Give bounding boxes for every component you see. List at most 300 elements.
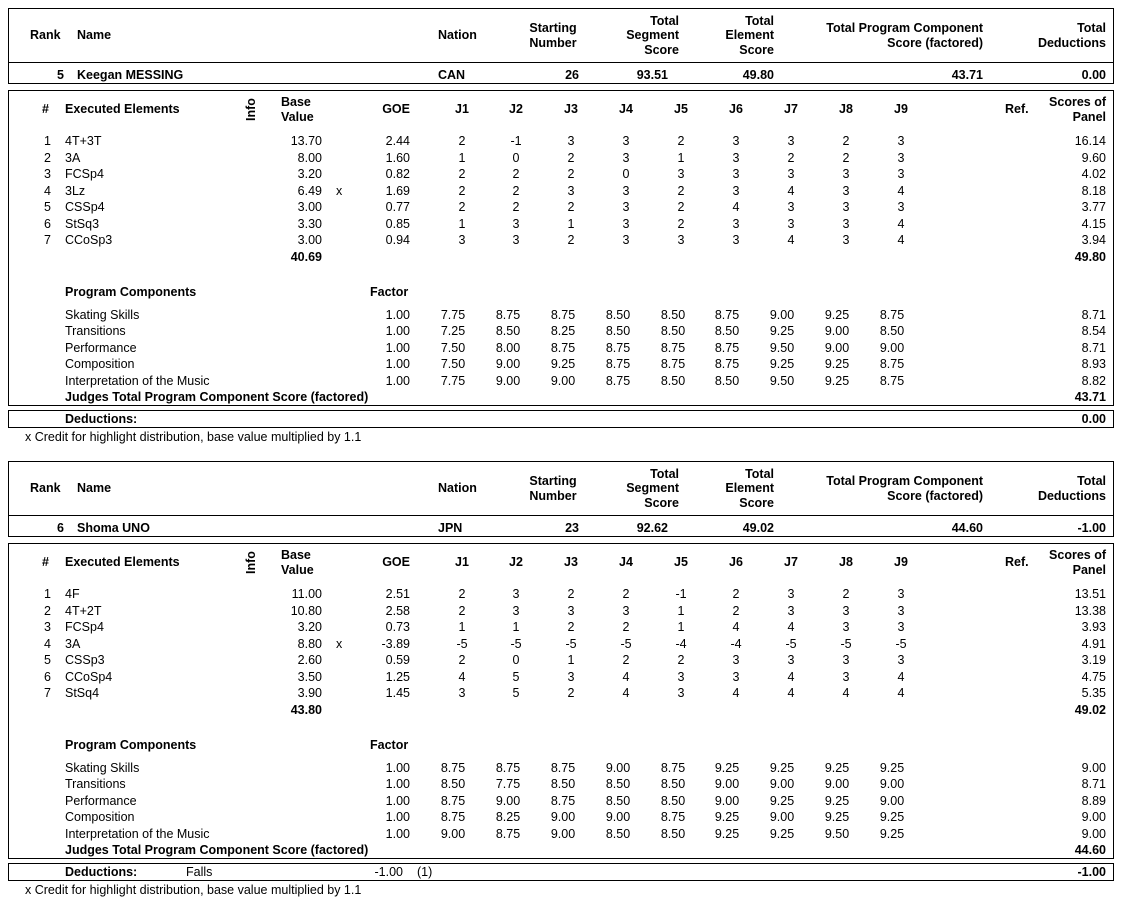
element-name: CCoSp3 [65, 233, 113, 247]
element-judge-mark: 3 [787, 134, 795, 148]
element-judge-mark: 3 [622, 183, 630, 198]
element-judge-mark: 3 [622, 216, 630, 231]
element-judge-mark: 4 [622, 669, 630, 684]
component-judge-mark: 8.75 [714, 308, 740, 322]
element-judge-mark: 1 [567, 216, 575, 231]
tes-label-1: Total [745, 467, 774, 481]
starting-label-2: Number [529, 36, 577, 50]
element-judge-mark: 3 [897, 200, 905, 214]
element-judge-mark: 4 [842, 686, 850, 700]
factor-header: Factor [370, 738, 409, 752]
elements-score-total: 49.02 [1074, 703, 1106, 717]
element-judge-mark: 3 [897, 134, 905, 148]
element-base-value: 6.49 [297, 183, 322, 198]
component-judge-mark: 8.50 [660, 793, 686, 808]
element-judge-mark: 3 [622, 150, 630, 165]
element-num: 2 [44, 603, 51, 618]
component-panel-score: 8.54 [1081, 324, 1106, 339]
element-judge-mark: 3 [622, 233, 630, 247]
component-factor: 1.00 [385, 793, 410, 808]
component-judge-mark: 9.25 [769, 793, 795, 808]
element-judge-mark: 3 [622, 603, 630, 618]
element-judge-mark: 3 [732, 669, 740, 684]
element-judge-mark: 2 [732, 587, 740, 601]
component-judge-mark: 9.00 [769, 777, 795, 792]
component-factor: 1.00 [385, 308, 410, 322]
element-judge-mark: 2 [458, 183, 466, 198]
element-judge-mark: 3 [842, 669, 850, 684]
program-components-header: Program Components [65, 285, 197, 299]
element-judge-mark: 4 [897, 233, 905, 247]
component-judge-mark: 8.50 [660, 826, 686, 841]
component-name: Transitions [65, 777, 126, 792]
element-judge-mark: 3 [842, 603, 850, 618]
judge-header-4: J4 [619, 102, 633, 116]
element-panel-score: 3.94 [1081, 233, 1106, 247]
element-judge-mark: 2 [732, 603, 740, 618]
element-judge-mark: 3 [842, 167, 850, 181]
element-judge-mark: 3 [458, 233, 466, 247]
element-panel-score: 3.93 [1081, 620, 1106, 634]
element-judge-mark: 3 [732, 134, 740, 148]
starting-label-1: Starting [529, 474, 577, 488]
goe-header: GOE [382, 555, 410, 569]
ref-header: Ref. [1005, 555, 1029, 569]
component-name: Composition [65, 357, 135, 372]
component-panel-score: 8.82 [1081, 373, 1106, 388]
component-judge-mark: 9.00 [495, 793, 521, 808]
component-judge-mark: 8.25 [550, 324, 576, 339]
judge-header-2: J2 [509, 555, 523, 569]
element-judge-mark: 3 [897, 587, 905, 601]
element-judge-mark: 1 [512, 620, 520, 634]
element-judge-mark: -5 [895, 636, 907, 651]
base-value-header-2: Value [281, 563, 314, 577]
component-judge-mark: 8.50 [440, 777, 466, 792]
component-judge-mark: 8.50 [714, 373, 740, 388]
element-panel-score: 4.15 [1081, 216, 1106, 231]
element-judge-mark: 3 [677, 233, 685, 247]
tes-label-3: Score [739, 43, 774, 57]
element-judge-mark: 2 [458, 587, 466, 601]
pcs-label-2: Score (factored) [887, 489, 983, 503]
element-judge-mark: 2 [842, 587, 850, 601]
component-name: Transitions [65, 324, 126, 339]
skater-total-segment-score: 93.51 [636, 68, 668, 82]
component-judge-mark: 8.50 [714, 324, 740, 339]
component-judge-mark: 9.25 [879, 761, 905, 775]
component-judge-mark: 9.00 [440, 826, 466, 841]
element-judge-mark: 2 [567, 686, 575, 700]
element-judge-mark: 3 [842, 200, 850, 214]
skater-nation: CAN [438, 68, 466, 82]
element-judge-mark: 2 [677, 200, 685, 214]
element-judge-mark: -1 [510, 134, 522, 148]
component-judge-mark: 9.25 [824, 357, 850, 372]
element-judge-mark: 2 [512, 183, 520, 198]
skater-total-pcs: 43.71 [951, 68, 983, 82]
component-judge-mark: 8.75 [660, 357, 686, 372]
name-label: Name [77, 481, 112, 495]
element-num: 1 [44, 587, 51, 601]
skater-total-segment-score: 92.62 [636, 521, 668, 535]
element-judge-mark: 2 [567, 200, 575, 214]
element-name: CSSp4 [65, 200, 105, 214]
element-judge-mark: 4 [787, 669, 795, 684]
component-judge-mark: 9.25 [550, 357, 576, 372]
element-judge-mark: 2 [567, 620, 575, 634]
skater-starting-number: 26 [565, 68, 579, 82]
component-judge-mark: 8.75 [440, 793, 466, 808]
element-judge-mark: 2 [677, 134, 685, 148]
element-judge-mark: 3 [512, 233, 520, 247]
element-num: 5 [44, 653, 51, 667]
judge-header-1: J1 [455, 555, 469, 569]
element-panel-score: 8.18 [1081, 183, 1106, 198]
component-judge-mark: 8.75 [714, 340, 740, 355]
element-judge-mark: 2 [842, 134, 850, 148]
component-judge-mark: 8.75 [440, 810, 466, 825]
element-judge-mark: -5 [785, 636, 797, 651]
element-judge-mark: 3 [897, 603, 905, 618]
element-judge-mark: 4 [897, 686, 905, 700]
element-judge-mark: 3 [732, 216, 740, 231]
num-header: # [42, 555, 49, 569]
ded-label-1: Total [1077, 474, 1106, 488]
component-judge-mark: 9.25 [824, 373, 850, 388]
deduction-value: -1.00 [374, 865, 403, 879]
tss-label-3: Score [644, 496, 679, 510]
component-judge-mark: 9.25 [714, 761, 740, 775]
element-name: 3A [65, 150, 81, 165]
element-judge-mark: 4 [732, 620, 740, 634]
element-judge-mark: 2 [458, 200, 466, 214]
element-base-value: 3.30 [297, 216, 322, 231]
scores-header-1: Scores of [1049, 548, 1106, 562]
judge-header-5: J5 [674, 102, 688, 116]
element-goe: 1.25 [385, 669, 410, 684]
ded-label-2: Deductions [1037, 36, 1106, 50]
component-factor: 1.00 [385, 761, 410, 775]
component-judge-mark: 9.25 [714, 826, 740, 841]
scores-header-2: Panel [1072, 563, 1106, 577]
component-judge-mark: 8.25 [495, 810, 521, 825]
skater-rank: 5 [57, 68, 64, 82]
component-name: Performance [65, 340, 137, 355]
element-name: FCSp4 [65, 167, 104, 181]
element-judge-mark: 2 [567, 167, 575, 181]
skater-total-element-score: 49.80 [742, 68, 774, 82]
component-panel-score: 8.93 [1081, 357, 1106, 372]
element-panel-score: 5.35 [1081, 686, 1106, 700]
component-factor: 1.00 [385, 373, 410, 388]
tss-label-2: Segment [626, 28, 679, 42]
tes-label-1: Total [745, 14, 774, 28]
element-base-value: 10.80 [290, 603, 322, 618]
component-panel-score: 9.00 [1081, 826, 1106, 841]
component-judge-mark: 9.00 [550, 373, 576, 388]
component-judge-mark: 8.75 [550, 761, 576, 775]
deductions-total: 0.00 [1081, 412, 1106, 426]
element-info: x [336, 183, 343, 198]
element-judge-mark: 3 [732, 183, 740, 198]
judge-header-2: J2 [509, 102, 523, 116]
component-judge-mark: 8.75 [550, 308, 576, 322]
element-judge-mark: 5 [512, 669, 520, 684]
element-judge-mark: 4 [458, 669, 466, 684]
element-panel-score: 4.75 [1081, 669, 1106, 684]
info-header: Info [244, 98, 258, 121]
element-base-value: 2.60 [297, 653, 322, 667]
pcs-label-1: Total Program Component [826, 474, 983, 488]
component-panel-score: 8.71 [1081, 777, 1106, 792]
component-judge-mark: 8.75 [605, 373, 631, 388]
goe-header: GOE [382, 102, 410, 116]
skater-starting-number: 23 [565, 521, 579, 535]
element-goe: 0.73 [385, 620, 410, 634]
element-goe: 0.94 [385, 233, 410, 247]
element-judge-mark: 0 [512, 150, 520, 165]
pcs-label-2: Score (factored) [887, 36, 983, 50]
element-panel-score: 4.02 [1081, 167, 1106, 181]
element-judge-mark: 3 [787, 587, 795, 601]
element-name: StSq4 [65, 686, 100, 700]
component-judge-mark: 9.00 [605, 761, 631, 775]
element-panel-score: 13.38 [1074, 603, 1106, 618]
component-panel-score: 9.00 [1081, 761, 1106, 775]
element-judge-mark: 3 [787, 603, 795, 618]
element-judge-mark: 0 [622, 167, 630, 181]
element-judge-mark: -5 [456, 636, 468, 651]
element-num: 3 [44, 167, 51, 181]
component-judge-mark: 9.00 [550, 810, 576, 825]
element-judge-mark: 3 [512, 603, 520, 618]
element-base-value: 3.50 [297, 669, 322, 684]
component-panel-score: 8.71 [1081, 340, 1106, 355]
skater-total-deductions: -1.00 [1077, 521, 1106, 535]
name-label: Name [77, 28, 112, 42]
element-name: CCoSp4 [65, 669, 113, 684]
nation-label: Nation [438, 481, 477, 495]
deduction-count: (1) [417, 865, 433, 879]
element-num: 7 [44, 233, 51, 247]
component-panel-score: 8.71 [1081, 308, 1106, 322]
judge-header-6: J6 [729, 555, 743, 569]
judge-header-3: J3 [564, 102, 578, 116]
element-judge-mark: 3 [567, 669, 575, 684]
element-judge-mark: 3 [567, 134, 575, 148]
component-judge-mark: 8.50 [879, 324, 905, 339]
base-value-header-2: Value [281, 110, 314, 124]
component-judge-mark: 9.25 [824, 308, 850, 322]
judge-header-4: J4 [619, 555, 633, 569]
element-panel-score: 16.14 [1074, 134, 1106, 148]
element-goe: 1.69 [385, 183, 410, 198]
component-judge-mark: 9.50 [824, 826, 850, 841]
element-base-value: 3.20 [297, 167, 322, 181]
component-judge-mark: 8.75 [714, 357, 740, 372]
component-judge-mark: 9.00 [550, 826, 576, 841]
element-judge-mark: 4 [897, 216, 905, 231]
skater-name: Shoma UNO [77, 521, 150, 535]
component-judge-mark: 8.50 [605, 324, 631, 339]
component-judge-mark: 9.00 [824, 324, 850, 339]
scores-header-2: Panel [1072, 110, 1106, 124]
component-name: Composition [65, 810, 135, 825]
judge-header-6: J6 [729, 102, 743, 116]
component-name: Interpretation of the Music [65, 826, 210, 841]
element-judge-mark: 3 [897, 620, 905, 634]
element-info: x [336, 636, 343, 651]
starting-label-1: Starting [529, 21, 577, 35]
component-judge-mark: 7.75 [440, 373, 466, 388]
element-judge-mark: 3 [897, 167, 905, 181]
component-judge-mark: 9.25 [824, 810, 850, 825]
element-judge-mark: 3 [787, 216, 795, 231]
element-judge-mark: 2 [567, 587, 575, 601]
component-judge-mark: 9.00 [714, 777, 740, 792]
element-judge-mark: 2 [842, 150, 850, 165]
element-judge-mark: 3 [622, 134, 630, 148]
judge-header-1: J1 [455, 102, 469, 116]
judge-header-5: J5 [674, 555, 688, 569]
element-goe: 0.59 [385, 653, 410, 667]
executed-elements-header: Executed Elements [65, 102, 180, 116]
element-num: 4 [44, 183, 51, 198]
base-value-header-1: Base [281, 95, 311, 109]
element-judge-mark: 2 [677, 216, 685, 231]
header-divider [8, 62, 1114, 63]
element-judge-mark: 4 [732, 200, 740, 214]
num-header: # [42, 102, 49, 116]
pcs-label-1: Total Program Component [826, 21, 983, 35]
skater-total-pcs: 44.60 [951, 521, 983, 535]
element-judge-mark: -4 [730, 636, 742, 651]
element-judge-mark: 3 [842, 183, 850, 198]
element-judge-mark: 2 [787, 150, 795, 165]
element-base-value: 3.90 [297, 686, 322, 700]
component-judge-mark: 8.50 [660, 373, 686, 388]
component-judge-mark: 9.25 [714, 810, 740, 825]
component-judge-mark: 8.75 [660, 761, 686, 775]
element-judge-mark: -5 [620, 636, 632, 651]
element-judge-mark: 2 [622, 587, 630, 601]
element-judge-mark: 1 [567, 653, 575, 667]
component-judge-mark: 9.00 [824, 777, 850, 792]
element-judge-mark: 2 [458, 134, 466, 148]
component-judge-mark: 8.75 [440, 761, 466, 775]
component-judge-mark: 8.75 [879, 308, 905, 322]
component-name: Performance [65, 793, 137, 808]
element-judge-mark: 3 [677, 686, 685, 700]
tss-label-2: Segment [626, 481, 679, 495]
ded-label-2: Deductions [1037, 489, 1106, 503]
component-name: Skating Skills [65, 761, 140, 775]
element-num: 3 [44, 620, 51, 634]
component-judge-mark: 9.25 [769, 357, 795, 372]
program-components-header: Program Components [65, 738, 197, 752]
component-judge-mark: 7.50 [440, 340, 466, 355]
element-judge-mark: 3 [622, 200, 630, 214]
element-judge-mark: 3 [842, 233, 850, 247]
component-judge-mark: 9.00 [495, 357, 521, 372]
element-name: 3A [65, 636, 81, 651]
pcs-total: 44.60 [1074, 843, 1106, 857]
element-name: 3Lz [65, 183, 86, 198]
nation-label: Nation [438, 28, 477, 42]
tes-label-2: Element [725, 28, 774, 42]
element-goe: 0.77 [385, 200, 410, 214]
judge-header-8: J8 [839, 555, 853, 569]
element-judge-mark: 2 [458, 653, 466, 667]
component-judge-mark: 9.25 [769, 826, 795, 841]
skater-name: Keegan MESSING [77, 68, 184, 82]
component-judge-mark: 7.75 [495, 777, 521, 792]
element-num: 1 [44, 134, 51, 148]
element-judge-mark: 3 [458, 686, 466, 700]
component-factor: 1.00 [385, 340, 410, 355]
element-judge-mark: 3 [842, 620, 850, 634]
deductions-label: Deductions: [65, 865, 138, 879]
component-judge-mark: 8.75 [495, 308, 521, 322]
element-goe: 0.85 [385, 216, 410, 231]
element-base-value: 3.00 [297, 233, 322, 247]
element-num: 2 [44, 150, 51, 165]
component-judge-mark: 8.75 [605, 357, 631, 372]
executed-elements-header: Executed Elements [65, 555, 180, 569]
element-judge-mark: 1 [677, 603, 685, 618]
element-base-value: 11.00 [291, 587, 322, 601]
element-judge-mark: 1 [458, 620, 466, 634]
component-judge-mark: 9.00 [769, 810, 795, 825]
element-judge-mark: 3 [787, 653, 795, 667]
element-panel-score: 4.91 [1081, 636, 1106, 651]
element-goe: -3.89 [381, 636, 410, 651]
rank-label: Rank [30, 28, 61, 42]
component-judge-mark: 7.25 [440, 324, 466, 339]
element-judge-mark: 3 [732, 150, 740, 165]
element-judge-mark: 3 [677, 167, 685, 181]
component-judge-mark: 8.50 [605, 777, 631, 792]
component-judge-mark: 9.00 [879, 340, 905, 355]
element-judge-mark: 4 [732, 686, 740, 700]
element-judge-mark: 3 [787, 167, 795, 181]
component-judge-mark: 8.50 [605, 826, 631, 841]
component-factor: 1.00 [385, 810, 410, 825]
element-base-value: 3.00 [297, 200, 322, 214]
component-name: Interpretation of the Music [65, 373, 210, 388]
element-num: 4 [44, 636, 51, 651]
element-goe: 1.60 [385, 150, 410, 165]
skater-rank: 6 [57, 521, 64, 535]
element-judge-mark: 3 [677, 669, 685, 684]
tss-label-1: Total [650, 14, 679, 28]
component-judge-mark: 9.25 [824, 761, 850, 775]
element-judge-mark: 4 [622, 686, 630, 700]
element-base-value: 8.80 [297, 636, 322, 651]
element-goe: 2.44 [385, 134, 410, 148]
judge-header-7: J7 [784, 555, 798, 569]
component-judge-mark: 9.50 [769, 340, 795, 355]
component-judge-mark: 7.75 [440, 308, 466, 322]
element-judge-mark: 0 [512, 653, 520, 667]
judge-header-7: J7 [784, 102, 798, 116]
element-judge-mark: -1 [675, 587, 687, 601]
component-judge-mark: 8.75 [660, 340, 686, 355]
component-judge-mark: 8.50 [660, 324, 686, 339]
ref-header: Ref. [1005, 102, 1029, 116]
element-judge-mark: -5 [565, 636, 577, 651]
